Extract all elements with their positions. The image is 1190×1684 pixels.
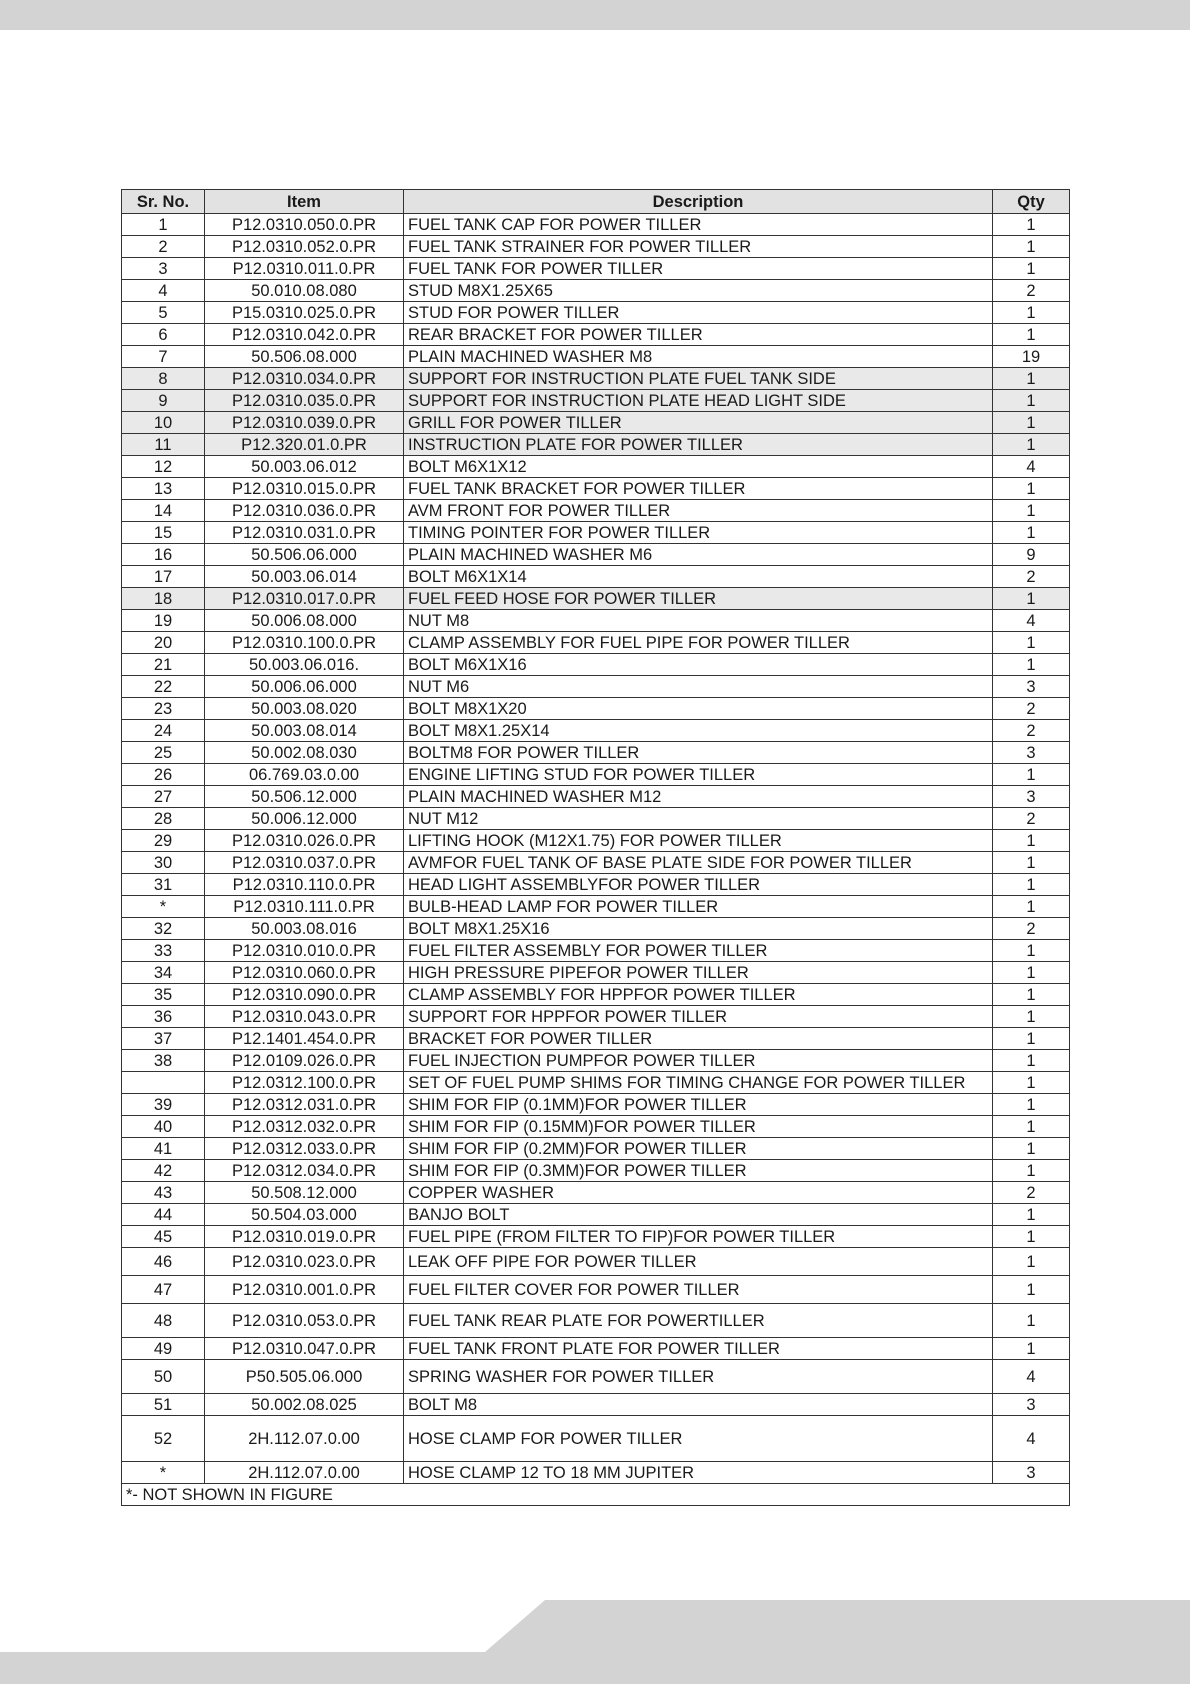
cell-description: HOSE CLAMP FOR POWER TILLER — [404, 1416, 993, 1462]
cell-qty: 4 — [993, 456, 1070, 478]
cell-item-code: P12.0312.031.0.PR — [205, 1094, 404, 1116]
page-bottom-tab — [485, 1600, 1190, 1652]
cell-qty: 3 — [993, 1394, 1070, 1416]
cell-qty: 3 — [993, 676, 1070, 698]
table-row — [122, 1028, 1070, 1050]
table-row — [122, 1304, 1070, 1338]
cell-sr-no: 39 — [122, 1094, 205, 1116]
cell-sr-no: 15 — [122, 522, 205, 544]
table-row — [122, 434, 1070, 456]
table-row — [122, 390, 1070, 412]
cell-description: AVMFOR FUEL TANK OF BASE PLATE SIDE FOR POWER TILLER — [404, 852, 993, 874]
cell-qty: 1 — [993, 940, 1070, 962]
cell-qty: 1 — [993, 1338, 1070, 1360]
cell-qty: 1 — [993, 654, 1070, 676]
table-row — [122, 324, 1070, 346]
cell-item-code: 50.508.12.000 — [205, 1182, 404, 1204]
cell-sr-no: 43 — [122, 1182, 205, 1204]
cell-item-code: 50.010.08.080 — [205, 280, 404, 302]
cell-description: STUD FOR POWER TILLER — [404, 302, 993, 324]
cell-sr-no: 6 — [122, 324, 205, 346]
cell-qty: 1 — [993, 1138, 1070, 1160]
cell-item-code: P12.0310.053.0.PR — [205, 1304, 404, 1338]
cell-description: GRILL FOR POWER TILLER — [404, 412, 993, 434]
cell-item-code: 50.003.08.020 — [205, 698, 404, 720]
cell-description: SHIM FOR FIP (0.2MM)FOR POWER TILLER — [404, 1138, 993, 1160]
cell-description: BOLTM8 FOR POWER TILLER — [404, 742, 993, 764]
cell-sr-no: 48 — [122, 1304, 205, 1338]
table-row — [122, 1182, 1070, 1204]
table-row — [122, 412, 1070, 434]
cell-item-code: 50.003.08.016 — [205, 918, 404, 940]
table-row — [122, 544, 1070, 566]
cell-sr-no: 51 — [122, 1394, 205, 1416]
cell-description: SHIM FOR FIP (0.3MM)FOR POWER TILLER — [404, 1160, 993, 1182]
table-row — [122, 1248, 1070, 1276]
table-row — [122, 1338, 1070, 1360]
cell-sr-no: 52 — [122, 1416, 205, 1462]
cell-description: FUEL FILTER COVER FOR POWER TILLER — [404, 1276, 993, 1304]
cell-description: SHIM FOR FIP (0.1MM)FOR POWER TILLER — [404, 1094, 993, 1116]
header-item: Item — [205, 190, 404, 214]
table-row — [122, 830, 1070, 852]
cell-description: FUEL TANK FOR POWER TILLER — [404, 258, 993, 280]
cell-item-code: P12.0310.042.0.PR — [205, 324, 404, 346]
cell-item-code: P12.0310.060.0.PR — [205, 962, 404, 984]
cell-item-code: P12.0310.050.0.PR — [205, 214, 404, 236]
cell-qty: 1 — [993, 896, 1070, 918]
table-row — [122, 984, 1070, 1006]
cell-description: FUEL TANK STRAINER FOR POWER TILLER — [404, 236, 993, 258]
header-description: Description — [404, 190, 993, 214]
cell-sr-no: 11 — [122, 434, 205, 456]
cell-description: PLAIN MACHINED WASHER M8 — [404, 346, 993, 368]
cell-item-code: 50.504.03.000 — [205, 1204, 404, 1226]
cell-qty: 1 — [993, 1028, 1070, 1050]
cell-sr-no: 21 — [122, 654, 205, 676]
table-row — [122, 280, 1070, 302]
cell-qty: 1 — [993, 434, 1070, 456]
table-row — [122, 1276, 1070, 1304]
cell-qty: 1 — [993, 412, 1070, 434]
footnote: *- NOT SHOWN IN FIGURE — [122, 1484, 1070, 1506]
cell-description: SUPPORT FOR INSTRUCTION PLATE FUEL TANK SIDE — [404, 368, 993, 390]
cell-item-code: P12.0310.052.0.PR — [205, 236, 404, 258]
table-row — [122, 1360, 1070, 1394]
parts-table-body — [122, 214, 1070, 1484]
cell-item-code: 50.002.08.025 — [205, 1394, 404, 1416]
cell-sr-no: 30 — [122, 852, 205, 874]
cell-description: FUEL TANK BRACKET FOR POWER TILLER — [404, 478, 993, 500]
cell-item-code: P12.0310.035.0.PR — [205, 390, 404, 412]
cell-item-code: 50.006.06.000 — [205, 676, 404, 698]
cell-qty: 1 — [993, 522, 1070, 544]
cell-sr-no: 12 — [122, 456, 205, 478]
table-row — [122, 302, 1070, 324]
cell-description: FUEL TANK FRONT PLATE FOR POWER TILLER — [404, 1338, 993, 1360]
cell-sr-no: 7 — [122, 346, 205, 368]
cell-description: FUEL FILTER ASSEMBLY FOR POWER TILLER — [404, 940, 993, 962]
cell-qty: 4 — [993, 1360, 1070, 1394]
cell-qty: 3 — [993, 1462, 1070, 1484]
cell-item-code: P12.0310.010.0.PR — [205, 940, 404, 962]
cell-qty: 2 — [993, 1182, 1070, 1204]
cell-item-code: 50.002.08.030 — [205, 742, 404, 764]
cell-sr-no: 32 — [122, 918, 205, 940]
cell-sr-no: 10 — [122, 412, 205, 434]
table-row — [122, 1138, 1070, 1160]
cell-item-code: P50.505.06.000 — [205, 1360, 404, 1394]
cell-item-code: P12.0310.110.0.PR — [205, 874, 404, 896]
cell-item-code: P12.0310.100.0.PR — [205, 632, 404, 654]
cell-item-code: P12.0310.026.0.PR — [205, 830, 404, 852]
cell-sr-no: 8 — [122, 368, 205, 390]
cell-description: BOLT M8X1.25X14 — [404, 720, 993, 742]
cell-description: BOLT M8X1.25X16 — [404, 918, 993, 940]
table-row — [122, 632, 1070, 654]
cell-description: BOLT M8X1X20 — [404, 698, 993, 720]
cell-description: CLAMP ASSEMBLY FOR HPPFOR POWER TILLER — [404, 984, 993, 1006]
cell-sr-no: 16 — [122, 544, 205, 566]
cell-sr-no: 41 — [122, 1138, 205, 1160]
cell-sr-no: * — [122, 1462, 205, 1484]
cell-sr-no: 23 — [122, 698, 205, 720]
cell-item-code: P12.0310.111.0.PR — [205, 896, 404, 918]
cell-item-code: P12.0312.100.0.PR — [205, 1072, 404, 1094]
cell-item-code: P12.0310.043.0.PR — [205, 1006, 404, 1028]
cell-sr-no: 36 — [122, 1006, 205, 1028]
cell-description: BOLT M6X1X12 — [404, 456, 993, 478]
cell-qty: 1 — [993, 390, 1070, 412]
cell-sr-no: 33 — [122, 940, 205, 962]
cell-description: BOLT M6X1X16 — [404, 654, 993, 676]
cell-description: HIGH PRESSURE PIPEFOR POWER TILLER — [404, 962, 993, 984]
cell-item-code: P15.0310.025.0.PR — [205, 302, 404, 324]
cell-description: STUD M8X1.25X65 — [404, 280, 993, 302]
table-row — [122, 808, 1070, 830]
cell-description: FUEL INJECTION PUMPFOR POWER TILLER — [404, 1050, 993, 1072]
cell-description: PLAIN MACHINED WASHER M6 — [404, 544, 993, 566]
table-row — [122, 236, 1070, 258]
table-row — [122, 1160, 1070, 1182]
table-row — [122, 676, 1070, 698]
cell-qty: 1 — [993, 500, 1070, 522]
cell-item-code: 50.506.06.000 — [205, 544, 404, 566]
cell-qty: 1 — [993, 236, 1070, 258]
cell-sr-no: 5 — [122, 302, 205, 324]
cell-item-code: 50.003.06.016. — [205, 654, 404, 676]
table-row — [122, 522, 1070, 544]
cell-sr-no: 19 — [122, 610, 205, 632]
cell-qty: 1 — [993, 214, 1070, 236]
cell-qty: 2 — [993, 918, 1070, 940]
cell-qty: 4 — [993, 1416, 1070, 1462]
cell-qty: 3 — [993, 786, 1070, 808]
cell-description: BANJO BOLT — [404, 1204, 993, 1226]
cell-item-code: P12.0312.032.0.PR — [205, 1116, 404, 1138]
cell-sr-no: 49 — [122, 1338, 205, 1360]
table-row — [122, 764, 1070, 786]
cell-qty: 1 — [993, 258, 1070, 280]
cell-item-code: P12.0310.017.0.PR — [205, 588, 404, 610]
cell-qty: 1 — [993, 1116, 1070, 1138]
cell-sr-no: 3 — [122, 258, 205, 280]
cell-sr-no: 40 — [122, 1116, 205, 1138]
cell-description: NUT M12 — [404, 808, 993, 830]
table-row — [122, 1394, 1070, 1416]
cell-item-code: 50.006.08.000 — [205, 610, 404, 632]
cell-qty: 1 — [993, 1248, 1070, 1276]
cell-description: BULB-HEAD LAMP FOR POWER TILLER — [404, 896, 993, 918]
cell-item-code: 50.003.06.012 — [205, 456, 404, 478]
cell-sr-no: 50 — [122, 1360, 205, 1394]
cell-sr-no: 13 — [122, 478, 205, 500]
cell-description: NUT M6 — [404, 676, 993, 698]
cell-description: FUEL TANK CAP FOR POWER TILLER — [404, 214, 993, 236]
page-top-band — [0, 0, 1190, 30]
cell-item-code: P12.0310.034.0.PR — [205, 368, 404, 390]
cell-qty: 1 — [993, 830, 1070, 852]
cell-sr-no: 26 — [122, 764, 205, 786]
table-row — [122, 654, 1070, 676]
table-row — [122, 368, 1070, 390]
cell-description: HOSE CLAMP 12 TO 18 MM JUPITER — [404, 1462, 993, 1484]
cell-item-code: P12.0310.001.0.PR — [205, 1276, 404, 1304]
cell-description: SPRING WASHER FOR POWER TILLER — [404, 1360, 993, 1394]
cell-sr-no: 34 — [122, 962, 205, 984]
cell-sr-no — [122, 1072, 205, 1094]
cell-item-code: P12.0310.036.0.PR — [205, 500, 404, 522]
cell-sr-no: 9 — [122, 390, 205, 412]
cell-sr-no: 1 — [122, 214, 205, 236]
cell-qty: 2 — [993, 808, 1070, 830]
cell-sr-no: 46 — [122, 1248, 205, 1276]
cell-description: LIFTING HOOK (M12X1.75) FOR POWER TILLER — [404, 830, 993, 852]
cell-item-code: P12.0310.011.0.PR — [205, 258, 404, 280]
cell-description: TIMING POINTER FOR POWER TILLER — [404, 522, 993, 544]
table-row — [122, 1462, 1070, 1484]
cell-qty: 2 — [993, 566, 1070, 588]
table-row — [122, 940, 1070, 962]
cell-item-code: 2H.112.07.0.00 — [205, 1462, 404, 1484]
cell-sr-no: 14 — [122, 500, 205, 522]
cell-qty: 19 — [993, 346, 1070, 368]
cell-qty: 1 — [993, 1006, 1070, 1028]
cell-qty: 1 — [993, 478, 1070, 500]
table-row — [122, 1006, 1070, 1028]
table-row — [122, 874, 1070, 896]
cell-sr-no: 45 — [122, 1226, 205, 1248]
table-row — [122, 456, 1070, 478]
cell-sr-no: 28 — [122, 808, 205, 830]
cell-item-code: P12.0109.026.0.PR — [205, 1050, 404, 1072]
page-bottom-band — [0, 1652, 1190, 1684]
cell-description: SUPPORT FOR INSTRUCTION PLATE HEAD LIGHT SIDE — [404, 390, 993, 412]
cell-qty: 2 — [993, 280, 1070, 302]
cell-description: NUT M8 — [404, 610, 993, 632]
table-row — [122, 852, 1070, 874]
cell-qty: 1 — [993, 1094, 1070, 1116]
cell-description: AVM FRONT FOR POWER TILLER — [404, 500, 993, 522]
table-row — [122, 566, 1070, 588]
cell-item-code: 2H.112.07.0.00 — [205, 1416, 404, 1462]
cell-qty: 1 — [993, 984, 1070, 1006]
header-sr-no: Sr. No. — [122, 190, 205, 214]
cell-description: FUEL TANK REAR PLATE FOR POWERTILLER — [404, 1304, 993, 1338]
cell-item-code: P12.320.01.0.PR — [205, 434, 404, 456]
table-header-row — [122, 190, 1070, 214]
cell-item-code: 50.506.08.000 — [205, 346, 404, 368]
cell-sr-no: 31 — [122, 874, 205, 896]
table-row — [122, 698, 1070, 720]
table-row — [122, 346, 1070, 368]
cell-sr-no: 22 — [122, 676, 205, 698]
cell-item-code: P12.0310.047.0.PR — [205, 1338, 404, 1360]
cell-description: COPPER WASHER — [404, 1182, 993, 1204]
cell-item-code: P12.0310.039.0.PR — [205, 412, 404, 434]
parts-list-table — [121, 189, 1070, 1506]
table-row — [122, 1094, 1070, 1116]
cell-qty: 1 — [993, 962, 1070, 984]
cell-qty: 2 — [993, 698, 1070, 720]
cell-description: SUPPORT FOR HPPFOR POWER TILLER — [404, 1006, 993, 1028]
cell-qty: 1 — [993, 1304, 1070, 1338]
cell-description: ENGINE LIFTING STUD FOR POWER TILLER — [404, 764, 993, 786]
table-row — [122, 742, 1070, 764]
cell-item-code: P12.0310.019.0.PR — [205, 1226, 404, 1248]
cell-qty: 1 — [993, 1072, 1070, 1094]
cell-sr-no: 17 — [122, 566, 205, 588]
cell-item-code: 06.769.03.0.00 — [205, 764, 404, 786]
cell-sr-no: 2 — [122, 236, 205, 258]
table-row — [122, 1072, 1070, 1094]
cell-sr-no: 47 — [122, 1276, 205, 1304]
cell-description: FUEL FEED HOSE FOR POWER TILLER — [404, 588, 993, 610]
cell-sr-no: 44 — [122, 1204, 205, 1226]
table-row — [122, 786, 1070, 808]
cell-description: SHIM FOR FIP (0.15MM)FOR POWER TILLER — [404, 1116, 993, 1138]
cell-sr-no: 37 — [122, 1028, 205, 1050]
cell-qty: 1 — [993, 852, 1070, 874]
cell-description: REAR BRACKET FOR POWER TILLER — [404, 324, 993, 346]
cell-description: CLAMP ASSEMBLY FOR FUEL PIPE FOR POWER TILLER — [404, 632, 993, 654]
cell-qty: 1 — [993, 764, 1070, 786]
cell-description: HEAD LIGHT ASSEMBLYFOR POWER TILLER — [404, 874, 993, 896]
cell-qty: 1 — [993, 368, 1070, 390]
cell-item-code: P12.0312.034.0.PR — [205, 1160, 404, 1182]
table-row — [122, 962, 1070, 984]
table-row — [122, 1050, 1070, 1072]
table-row — [122, 214, 1070, 236]
cell-item-code: 50.006.12.000 — [205, 808, 404, 830]
cell-description: BRACKET FOR POWER TILLER — [404, 1028, 993, 1050]
cell-description: BOLT M6X1X14 — [404, 566, 993, 588]
header-qty: Qty — [993, 190, 1070, 214]
cell-sr-no: 27 — [122, 786, 205, 808]
table-row — [122, 1116, 1070, 1138]
table-row — [122, 720, 1070, 742]
cell-description: LEAK OFF PIPE FOR POWER TILLER — [404, 1248, 993, 1276]
cell-qty: 1 — [993, 302, 1070, 324]
footnote-row — [122, 1484, 1070, 1506]
cell-qty: 1 — [993, 1204, 1070, 1226]
cell-qty: 1 — [993, 1160, 1070, 1182]
cell-item-code: 50.506.12.000 — [205, 786, 404, 808]
cell-qty: 1 — [993, 588, 1070, 610]
cell-qty: 1 — [993, 324, 1070, 346]
table-row — [122, 1226, 1070, 1248]
cell-item-code: P12.1401.454.0.PR — [205, 1028, 404, 1050]
cell-sr-no: 29 — [122, 830, 205, 852]
cell-item-code: P12.0310.031.0.PR — [205, 522, 404, 544]
cell-sr-no: 35 — [122, 984, 205, 1006]
cell-description: INSTRUCTION PLATE FOR POWER TILLER — [404, 434, 993, 456]
cell-item-code: 50.003.06.014 — [205, 566, 404, 588]
cell-qty: 1 — [993, 1276, 1070, 1304]
cell-qty: 1 — [993, 632, 1070, 654]
table-row — [122, 918, 1070, 940]
cell-item-code: P12.0310.090.0.PR — [205, 984, 404, 1006]
table-row — [122, 610, 1070, 632]
cell-item-code: P12.0310.023.0.PR — [205, 1248, 404, 1276]
table-row — [122, 588, 1070, 610]
cell-item-code: 50.003.08.014 — [205, 720, 404, 742]
cell-qty: 4 — [993, 610, 1070, 632]
table-row — [122, 896, 1070, 918]
cell-sr-no: 42 — [122, 1160, 205, 1182]
cell-qty: 2 — [993, 720, 1070, 742]
cell-item-code: P12.0310.015.0.PR — [205, 478, 404, 500]
table-row — [122, 478, 1070, 500]
table-row — [122, 1416, 1070, 1462]
cell-item-code: P12.0310.037.0.PR — [205, 852, 404, 874]
cell-qty: 1 — [993, 874, 1070, 896]
cell-sr-no: * — [122, 896, 205, 918]
cell-description: PLAIN MACHINED WASHER M12 — [404, 786, 993, 808]
cell-qty: 3 — [993, 742, 1070, 764]
table-row — [122, 258, 1070, 280]
table-row — [122, 1204, 1070, 1226]
cell-sr-no: 24 — [122, 720, 205, 742]
cell-description: SET OF FUEL PUMP SHIMS FOR TIMING CHANGE FOR POWER TILLER — [404, 1072, 993, 1094]
cell-sr-no: 18 — [122, 588, 205, 610]
cell-item-code: P12.0312.033.0.PR — [205, 1138, 404, 1160]
table-row — [122, 500, 1070, 522]
cell-qty: 9 — [993, 544, 1070, 566]
cell-qty: 1 — [993, 1226, 1070, 1248]
cell-qty: 1 — [993, 1050, 1070, 1072]
cell-sr-no: 25 — [122, 742, 205, 764]
cell-description: FUEL PIPE (FROM FILTER TO FIP)FOR POWER TILLER — [404, 1226, 993, 1248]
cell-sr-no: 20 — [122, 632, 205, 654]
cell-sr-no: 4 — [122, 280, 205, 302]
cell-description: BOLT M8 — [404, 1394, 993, 1416]
cell-sr-no: 38 — [122, 1050, 205, 1072]
